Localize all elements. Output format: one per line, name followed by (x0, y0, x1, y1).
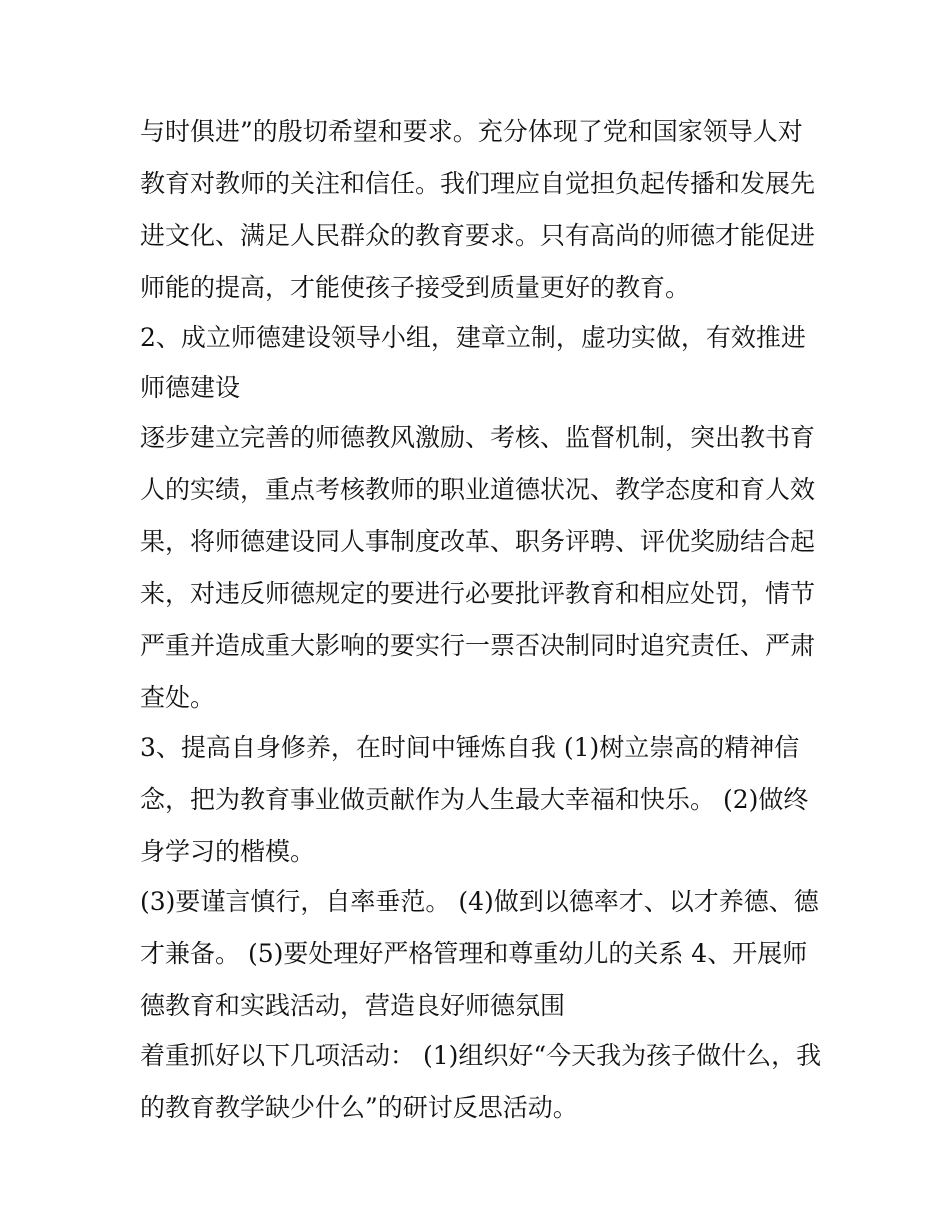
text-line: 人的实绩，重点考核教师的职业道德状况、教学态度和育人效 (140, 475, 816, 504)
text-line: 果，将师德建设同人事制度改革、职务评聘、评优奖励结合起 (140, 527, 816, 556)
section-heading-line: 2、成立师德建设领导小组，建章立制，虚功实做，有效推进 (140, 323, 806, 352)
text-line: 查处。 (140, 683, 216, 712)
text-line: 着重抓好以下几项活动： (1)组织好“今天我为孩子做什么，我 (140, 1041, 822, 1070)
text-line: 师能的提高，才能使孩子接受到质量更好的教育。 (140, 273, 691, 302)
document-body (140, 110, 820, 1138)
text-line: 才兼备。 (5)要处理好严格管理和尊重幼儿的关系 4、开展师 (140, 939, 808, 968)
text-line: 与时俱进”的殷切希望和要求。充分体现了党和国家领导人对 (140, 117, 803, 146)
text-line: (3)要谨言慎行，自率垂范。 (4)做到以德率才、以才养德、德 (140, 887, 819, 916)
text-line: 逐步建立完善的师德教风激励、考核、监督机制，突出教书育 (140, 423, 816, 452)
section-heading-line: 师德建设 (140, 373, 241, 402)
text-line: 身学习的楷模。 (140, 837, 316, 866)
text-line: 德教育和实践活动，营造良好师德氛围 (140, 991, 566, 1020)
text-line: 严重并造成重大影响的要实行一票否决制同时追究责任、严肃 (140, 631, 816, 660)
text-line: 念，把为教育事业做贡献作为人生最大幸福和快乐。 (2)做终 (140, 785, 809, 814)
section-heading-line: 3、提高自身修养，在时间中锤炼自我 (1)树立崇高的精神信 (140, 733, 800, 762)
text-line: 教育对教师的关注和信任。我们理应自觉担负起传播和发展先 (140, 169, 816, 198)
text-line: 进文化、满足人民群众的教育要求。只有高尚的师德才能促进 (140, 221, 816, 250)
text-line: 的教育教学缺少什么”的研讨反思活动。 (140, 1093, 578, 1122)
text-line: 来，对违反师德规定的要进行必要批评教育和相应处罚，情节 (140, 579, 816, 608)
